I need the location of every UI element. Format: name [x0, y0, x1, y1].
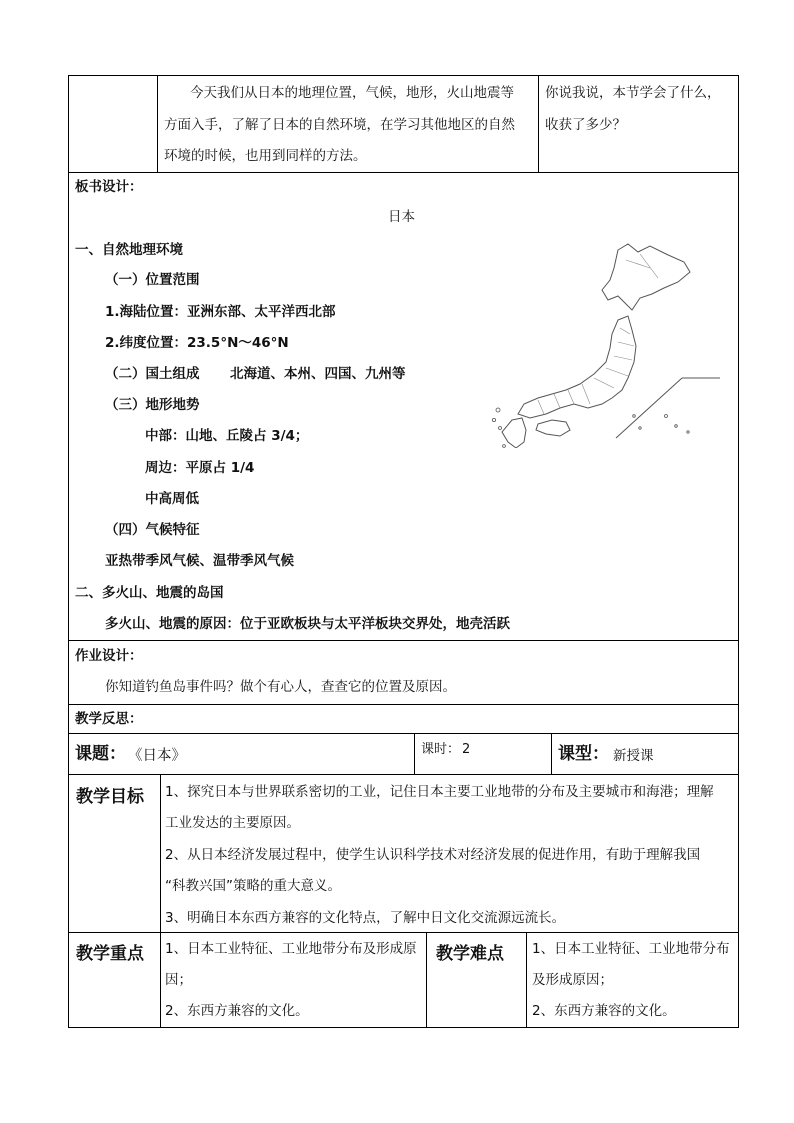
table-border	[551, 733, 552, 774]
difficulty-line: 1、日本工业特征、工业地带分布	[532, 941, 730, 957]
board-line: 中高周低	[145, 491, 199, 507]
goal-line: 工业发达的主要原因。	[165, 815, 300, 831]
table-border	[68, 704, 738, 705]
table-border	[68, 172, 738, 173]
hours-value: 2	[462, 742, 471, 757]
goals-label: 教学目标	[76, 787, 144, 807]
board-line: （二）国土组成	[105, 366, 200, 382]
homework-text: 你知道钓鱼岛事件吗？做个有心人，查查它的位置及原因。	[105, 679, 456, 695]
table-border	[68, 640, 738, 641]
difficulties-label: 教学难点	[436, 944, 504, 964]
type-label: 课型：	[558, 744, 609, 764]
difficulty-line: 2、东西方兼容的文化。	[532, 1003, 676, 1019]
key-point-line: 1、日本工业特征、工业地带分布及形成原	[165, 941, 417, 957]
table-border	[68, 733, 738, 734]
key-point-line: 因；	[165, 972, 192, 988]
table-border	[738, 75, 739, 1027]
table-border	[68, 774, 738, 775]
goal-line: 1、探究日本与世界联系密切的工业，记住日本主要工业地带的分布及主要城市和海港；理解	[165, 784, 714, 800]
key-points-label: 教学重点	[76, 944, 144, 964]
board-line: （一）位置范围	[105, 272, 200, 288]
table-border	[68, 75, 69, 1027]
table-border	[68, 75, 738, 76]
board-label: 板书设计：	[75, 179, 143, 195]
board-title: 日本	[388, 209, 415, 225]
board-line: 中部：山地、丘陵占 3/4；	[145, 428, 309, 444]
hours-label: 课时：	[421, 742, 461, 757]
honshu-shape	[518, 316, 636, 418]
board-line: 2.纬度位置：23.5°N～46°N	[105, 335, 289, 351]
table-border	[426, 932, 427, 1027]
table-border	[160, 774, 161, 1027]
hokkaido-shape	[602, 244, 690, 310]
kyushu-shape	[502, 418, 526, 448]
goal-line: “科教兴国”策略的重大意义。	[165, 878, 341, 894]
inset-frame-lines	[616, 378, 720, 438]
summary-line: 方面入手，了解了日本的自然环境，在学习其他地区的自然	[164, 117, 515, 133]
japan-map	[490, 238, 725, 448]
board-line: 亚热带季风气候、温带季风气候	[105, 553, 294, 569]
board-line: （三）地形地势	[105, 397, 200, 413]
table-border	[414, 733, 415, 774]
summary-line: 环境的时候，也用到同样的方法。	[164, 148, 367, 164]
board-line: 周边：平原占 1/4	[145, 460, 255, 476]
difficulty-line: 及形成原因；	[532, 972, 613, 988]
table-border	[526, 932, 527, 1027]
table-border	[157, 75, 158, 172]
topic-value: 《日本》	[128, 748, 186, 764]
homework-label: 作业设计：	[75, 648, 143, 664]
summary-line: 今天我们从日本的地理位置，气候，地形，火山地震等	[190, 85, 514, 101]
shikoku-shape	[536, 420, 570, 436]
topic-label: 课题：	[75, 744, 126, 764]
student-line: 收获了多少？	[545, 117, 626, 133]
goal-line: 3、明确日本东西方兼容的文化特点，了解中日文化交流源远流长。	[165, 910, 566, 926]
board-line: 北海道、本州、四国、九州等	[230, 366, 406, 382]
reflection-label: 教学反思：	[75, 711, 143, 727]
table-border	[68, 1027, 739, 1028]
goal-line: 2、从日本经济发展过程中，使学生认识科学技术对经济发展的促进作用，有助于理解我国	[165, 847, 701, 863]
student-line: 你说我说，本节学会了什么，	[545, 85, 721, 101]
board-line: 二、多火山、地震的岛国	[75, 585, 224, 601]
board-line: （四）气候特征	[105, 522, 200, 538]
table-border	[538, 75, 539, 172]
key-point-line: 2、东西方兼容的文化。	[165, 1003, 309, 1019]
board-line: 多火山、地震的原因：位于亚欧板块与太平洋板块交界处，地壳活跃	[105, 616, 510, 632]
board-line: 一、自然地理环境	[75, 242, 183, 258]
type-value: 新授课	[613, 748, 654, 764]
board-line: 1.海陆位置：亚洲东部、太平洋西北部	[105, 304, 336, 320]
table-border	[68, 932, 738, 933]
